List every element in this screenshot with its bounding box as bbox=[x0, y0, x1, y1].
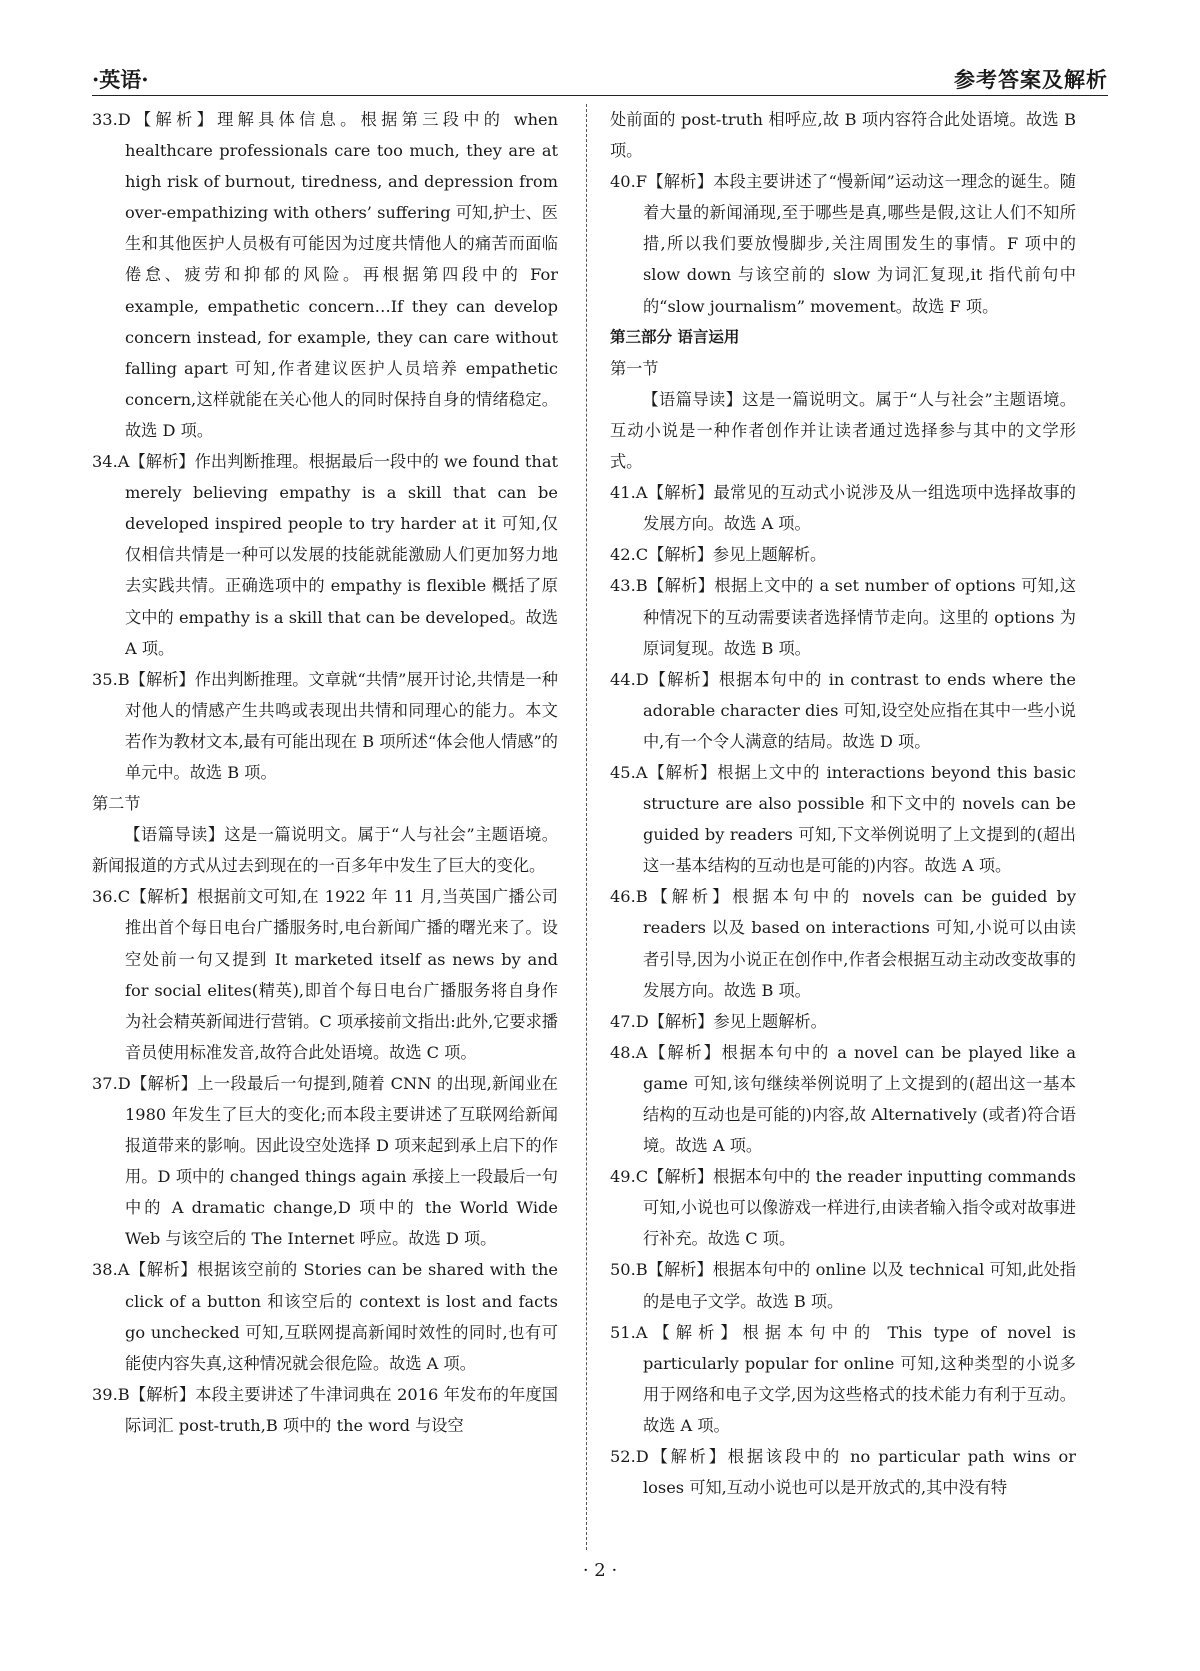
answer-explanation: 39.B【解析】本段主要讲述了牛津词典在 2016 年发布的年度国际词汇 post-truth,B 项中的 the word 与设空 bbox=[92, 1384, 558, 1435]
page-number: · 2 · bbox=[582, 1560, 618, 1581]
answer-explanation: 46.B【解析】根据本句中的 novels can be guided by readers 以及 based on interactions 可知,小说可以由读者引导,因为小说正在创作中,作者会根据互动主动改变故事的发展方向。故选 B 项。 bbox=[610, 887, 1076, 1000]
answer-explanation: 41.A【解析】最常见的互动式小说涉及从一组选项中选择故事的发展方向。故选 A 项。 bbox=[610, 483, 1076, 534]
answer-explanation: 45.A【解析】根据上文中的 interactions beyond this basic structure are also possible 和下文中的 novels can be guided by readers 可知,下文举例说明了上文提到的(超出这一基本结构的互动也是可能的)内容。故选 A 项。 bbox=[610, 762, 1076, 876]
right-column bbox=[610, 104, 1076, 1503]
passage-guide: 【语篇导读】这是一篇说明文。属于“人与社会”主题语境。新闻报道的方式从过去到现在的一百多年中发生了巨大的变化。 bbox=[92, 825, 558, 876]
answer-explanation: 37.D【解析】上一段最后一句提到,随着 CNN 的出现,新闻业在 1980 年发生了巨大的变化;而本段主要讲述了互联网给新闻报道带来的影响。因此设空处选择 D 项来起到承上启下的作用。D 项中的 changed things again 承接上一段最后一句中的 A dramatic change,D 项中的 the World Wide Web 与该空后的 The Internet 呼应。故选 D 项。 bbox=[92, 1073, 558, 1249]
part-heading: 第三部分 语言运用 bbox=[610, 327, 740, 346]
continued-text: 处前面的 post-truth 相呼应,故 B 项内容符合此处语境。故选 B 项。 bbox=[610, 110, 1076, 161]
answer-explanation: 34.A【解析】作出判断推理。根据最后一段中的 we found that merely believing empathy is a skill that can be developed inspired people to try harder at it 可知,仅仅相信共情是一种可以发展的技能就能激励人们更加努力地去实践共情。正确选项中的 empathy is flexible 概括了原文中的 empathy is a skill that can be developed。故选 A 项。 bbox=[92, 452, 558, 658]
column-divider bbox=[586, 104, 587, 1550]
section-title: 参考答案及解析 bbox=[954, 67, 1108, 92]
subject-label: ·英语· bbox=[92, 67, 149, 92]
section-heading: 第一节 bbox=[610, 358, 659, 378]
passage-guide: 【语篇导读】这是一篇说明文。属于“人与社会”主题语境。互动小说是一种作者创作并让读者通过选择参与其中的文学形式。 bbox=[610, 389, 1076, 472]
header-rule bbox=[92, 95, 1108, 97]
answer-explanation: 43.B【解析】根据上文中的 a set number of options 可知,这种情况下的互动需要读者选择情节走向。这里的 options 为原词复现。故选 B 项。 bbox=[610, 576, 1076, 658]
left-column bbox=[92, 104, 558, 1441]
answer-explanation: 52.D【解析】根据该段中的 no particular path wins or loses 可知,互动小说也可以是开放式的,其中没有特 bbox=[610, 1447, 1076, 1498]
section-heading: 第二节 bbox=[92, 794, 141, 814]
answer-explanation: 50.B【解析】根据本句中的 online 以及 technical 可知,此处指的是电子文学。故选 B 项。 bbox=[610, 1260, 1076, 1311]
answer-explanation: 48.A【解析】根据本句中的 a novel can be played like a game 可知,该句继续举例说明了上文提到的(超出这一基本结构的互动也是可能的)内容,故 Alternatively (或者)符合语境。故选 A 项。 bbox=[610, 1042, 1076, 1156]
answer-explanation: 38.A【解析】根据该空前的 Stories can be shared with the click of a button 和该空后的 context is lost and facts go unchecked 可知,互联网提高新闻时效性的同时,也有可能使内容失真,这种情况就会很危险。故选 A 项。 bbox=[92, 1260, 558, 1373]
answer-explanation: 35.B【解析】作出判断推理。文章就“共情”展开讨论,共情是一种对他人的情感产生共鸣或表现出共情和同理心的能力。本文若作为教材文本,最有可能出现在 B 项所述“体会他人情感”的单元中。故选 B 项。 bbox=[92, 669, 558, 782]
answer-explanation: 51.A【解析】根据本句中的 This type of novel is particularly popular for online 可知,这种类型的小说多用于网络和电子文学,因为这些格式的技术能力有利于互动。故选 A 项。 bbox=[610, 1322, 1076, 1435]
answer-explanation: 33.D【解析】理解具体信息。根据第三段中的 when healthcare professionals care too much, they are at high risk of burnout, tiredness, and depression from over-empathizing with others’ suffering 可知,护士、医生和其他医护人员极有可能因为过度共情他人的痛苦而面临倦怠、疲劳和抑郁的风险。再根据第四段中的 For example, empathetic concern…If they can develop concern instead, for example, they can care without falling apart 可知,作者建议医护人员培养 empathetic concern,这样就能在关心他人的同时保持自身的情绪稳定。故选 D 项。 bbox=[92, 110, 558, 440]
answer-explanation: 44.D【解析】根据本句中的 in contrast to ends where the adorable character dies 可知,设空处应指在其中一些小说中,有一个令人满意的结局。故选 D 项。 bbox=[610, 669, 1076, 751]
page-header bbox=[92, 60, 1108, 96]
answer-explanation: 49.C【解析】根据本句中的 the reader inputting commands 可知,小说也可以像游戏一样进行,由读者输入指令或对故事进行补充。故选 C 项。 bbox=[610, 1167, 1076, 1249]
answer-explanation: 47.D【解析】参见上题解析。 bbox=[610, 1011, 827, 1031]
answer-explanation: 42.C【解析】参见上题解析。 bbox=[610, 545, 827, 565]
answer-explanation: 40.F【解析】本段主要讲述了“慢新闻”运动这一理念的诞生。随着大量的新闻涌现,至于哪些是真,哪些是假,这让人们不知所措,所以我们要放慢脚步,关注周围发生的事情。F 项中的 slow down 与该空前的 slow 为词汇复现,it 指代前句中的“slow journalism” movement。故选 F 项。 bbox=[610, 172, 1076, 316]
answer-explanation: 36.C【解析】根据前文可知,在 1922 年 11 月,当英国广播公司推出首个每日电台广播服务时,电台新闻广播的曙光来了。设空处前一句又提到 It marketed itself as news by and for social elites(精英),即首个每日电台广播服务将自身作为社会精英新闻进行营销。C 项承接前文指出:此外,它要求播音员使用标准发音,故符合此处语境。故选 C 项。 bbox=[92, 887, 558, 1062]
